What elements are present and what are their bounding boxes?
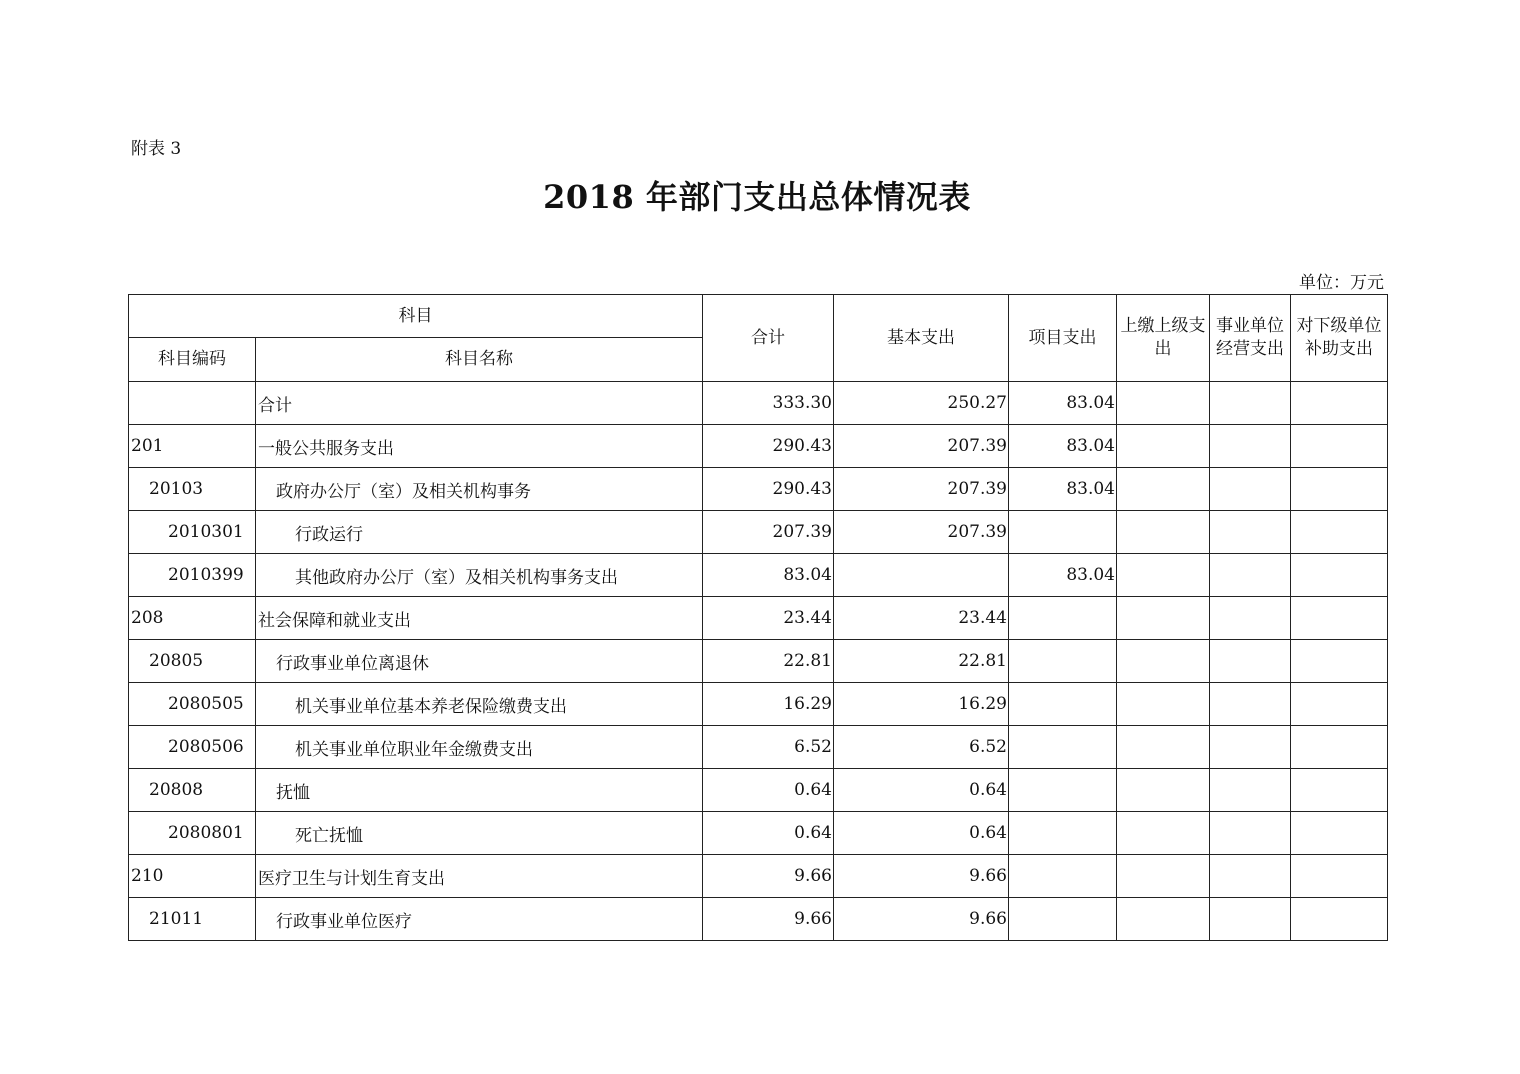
cell-total: 290.43 — [703, 468, 834, 511]
cell-subsidy — [1291, 898, 1388, 941]
cell-project — [1009, 769, 1117, 812]
cell-name: 合计 — [256, 382, 703, 425]
unit-label: 单位：万元 — [1299, 273, 1384, 293]
header-basic: 基本支出 — [834, 295, 1009, 382]
cell-name: 行政事业单位医疗 — [256, 898, 703, 941]
cell-code: 2080505 — [129, 683, 256, 726]
header-subject: 科目 — [129, 295, 703, 338]
cell-subsidy — [1291, 468, 1388, 511]
cell-business — [1210, 769, 1291, 812]
cell-code: 2080506 — [129, 726, 256, 769]
expenditure-table — [128, 294, 1388, 941]
cell-upper — [1117, 382, 1210, 425]
cell-code: 208 — [129, 597, 256, 640]
cell-code: 2010301 — [129, 511, 256, 554]
cell-subsidy — [1291, 812, 1388, 855]
cell-subsidy — [1291, 769, 1388, 812]
cell-basic: 23.44 — [834, 597, 1009, 640]
table-row — [129, 511, 1388, 554]
cell-upper — [1117, 812, 1210, 855]
cell-total: 9.66 — [703, 855, 834, 898]
cell-project: 83.04 — [1009, 425, 1117, 468]
table-row — [129, 855, 1388, 898]
cell-business — [1210, 382, 1291, 425]
cell-total: 9.66 — [703, 898, 834, 941]
appendix-label: 附表 3 — [131, 139, 182, 159]
cell-business — [1210, 812, 1291, 855]
table-row — [129, 597, 1388, 640]
table-row — [129, 468, 1388, 511]
cell-upper — [1117, 769, 1210, 812]
cell-total: 0.64 — [703, 812, 834, 855]
cell-basic: 9.66 — [834, 898, 1009, 941]
table-row — [129, 769, 1388, 812]
cell-total: 83.04 — [703, 554, 834, 597]
cell-total: 0.64 — [703, 769, 834, 812]
cell-project — [1009, 597, 1117, 640]
cell-code: 21011 — [129, 898, 256, 941]
cell-project — [1009, 812, 1117, 855]
cell-upper — [1117, 597, 1210, 640]
cell-project — [1009, 898, 1117, 941]
cell-code — [129, 382, 256, 425]
cell-business — [1210, 554, 1291, 597]
cell-business — [1210, 425, 1291, 468]
cell-subsidy — [1291, 597, 1388, 640]
table-row — [129, 683, 1388, 726]
cell-basic: 207.39 — [834, 511, 1009, 554]
cell-upper — [1117, 511, 1210, 554]
cell-code: 2010399 — [129, 554, 256, 597]
cell-subsidy — [1291, 683, 1388, 726]
cell-name: 其他政府办公厅（室）及相关机构事务支出 — [256, 554, 703, 597]
table-row — [129, 726, 1388, 769]
cell-basic: 250.27 — [834, 382, 1009, 425]
cell-name: 一般公共服务支出 — [256, 425, 703, 468]
cell-code: 201 — [129, 425, 256, 468]
cell-total: 16.29 — [703, 683, 834, 726]
cell-total: 22.81 — [703, 640, 834, 683]
cell-business — [1210, 726, 1291, 769]
header-name: 科目名称 — [256, 338, 703, 382]
cell-business — [1210, 683, 1291, 726]
cell-project: 83.04 — [1009, 554, 1117, 597]
cell-basic: 207.39 — [834, 468, 1009, 511]
cell-subsidy — [1291, 511, 1388, 554]
cell-subsidy — [1291, 855, 1388, 898]
table-row — [129, 382, 1388, 425]
cell-upper — [1117, 640, 1210, 683]
cell-name: 行政事业单位离退休 — [256, 640, 703, 683]
cell-subsidy — [1291, 640, 1388, 683]
table-row — [129, 554, 1388, 597]
cell-project — [1009, 683, 1117, 726]
cell-subsidy — [1291, 382, 1388, 425]
cell-name: 政府办公厅（室）及相关机构事务 — [256, 468, 703, 511]
header-upper: 上缴上级支出 — [1117, 295, 1210, 382]
cell-basic: 22.81 — [834, 640, 1009, 683]
cell-basic: 6.52 — [834, 726, 1009, 769]
cell-upper — [1117, 425, 1210, 468]
cell-total: 333.30 — [703, 382, 834, 425]
header-subsidy: 对下级单位补助支出 — [1291, 295, 1388, 382]
cell-project — [1009, 511, 1117, 554]
cell-business — [1210, 640, 1291, 683]
table-body — [129, 382, 1388, 941]
cell-code: 2080801 — [129, 812, 256, 855]
cell-upper — [1117, 683, 1210, 726]
table-header — [129, 295, 1388, 382]
cell-name: 医疗卫生与计划生育支出 — [256, 855, 703, 898]
cell-subsidy — [1291, 425, 1388, 468]
cell-business — [1210, 597, 1291, 640]
cell-basic: 207.39 — [834, 425, 1009, 468]
cell-project — [1009, 726, 1117, 769]
cell-basic — [834, 554, 1009, 597]
cell-name: 死亡抚恤 — [256, 812, 703, 855]
page-title: 2018 年部门支出总体情况表 — [543, 178, 971, 216]
cell-business — [1210, 898, 1291, 941]
cell-basic: 9.66 — [834, 855, 1009, 898]
cell-upper — [1117, 726, 1210, 769]
cell-name: 社会保障和就业支出 — [256, 597, 703, 640]
cell-upper — [1117, 898, 1210, 941]
cell-total: 290.43 — [703, 425, 834, 468]
cell-code: 20805 — [129, 640, 256, 683]
cell-basic: 0.64 — [834, 812, 1009, 855]
cell-code: 210 — [129, 855, 256, 898]
cell-subsidy — [1291, 554, 1388, 597]
cell-code: 20103 — [129, 468, 256, 511]
header-code: 科目编码 — [129, 338, 256, 382]
cell-business — [1210, 468, 1291, 511]
cell-basic: 16.29 — [834, 683, 1009, 726]
table-row — [129, 812, 1388, 855]
cell-subsidy — [1291, 726, 1388, 769]
cell-total: 207.39 — [703, 511, 834, 554]
cell-upper — [1117, 554, 1210, 597]
cell-basic: 0.64 — [834, 769, 1009, 812]
cell-name: 行政运行 — [256, 511, 703, 554]
table-row — [129, 425, 1388, 468]
table-row — [129, 640, 1388, 683]
cell-code: 20808 — [129, 769, 256, 812]
cell-upper — [1117, 855, 1210, 898]
cell-upper — [1117, 468, 1210, 511]
cell-name: 机关事业单位基本养老保险缴费支出 — [256, 683, 703, 726]
cell-project — [1009, 640, 1117, 683]
header-business: 事业单位经营支出 — [1210, 295, 1291, 382]
cell-name: 机关事业单位职业年金缴费支出 — [256, 726, 703, 769]
header-project: 项目支出 — [1009, 295, 1117, 382]
cell-total: 23.44 — [703, 597, 834, 640]
cell-project: 83.04 — [1009, 468, 1117, 511]
header-total: 合计 — [703, 295, 834, 382]
cell-project — [1009, 855, 1117, 898]
table-row — [129, 898, 1388, 941]
cell-total: 6.52 — [703, 726, 834, 769]
cell-name: 抚恤 — [256, 769, 703, 812]
cell-project: 83.04 — [1009, 382, 1117, 425]
cell-business — [1210, 511, 1291, 554]
cell-business — [1210, 855, 1291, 898]
